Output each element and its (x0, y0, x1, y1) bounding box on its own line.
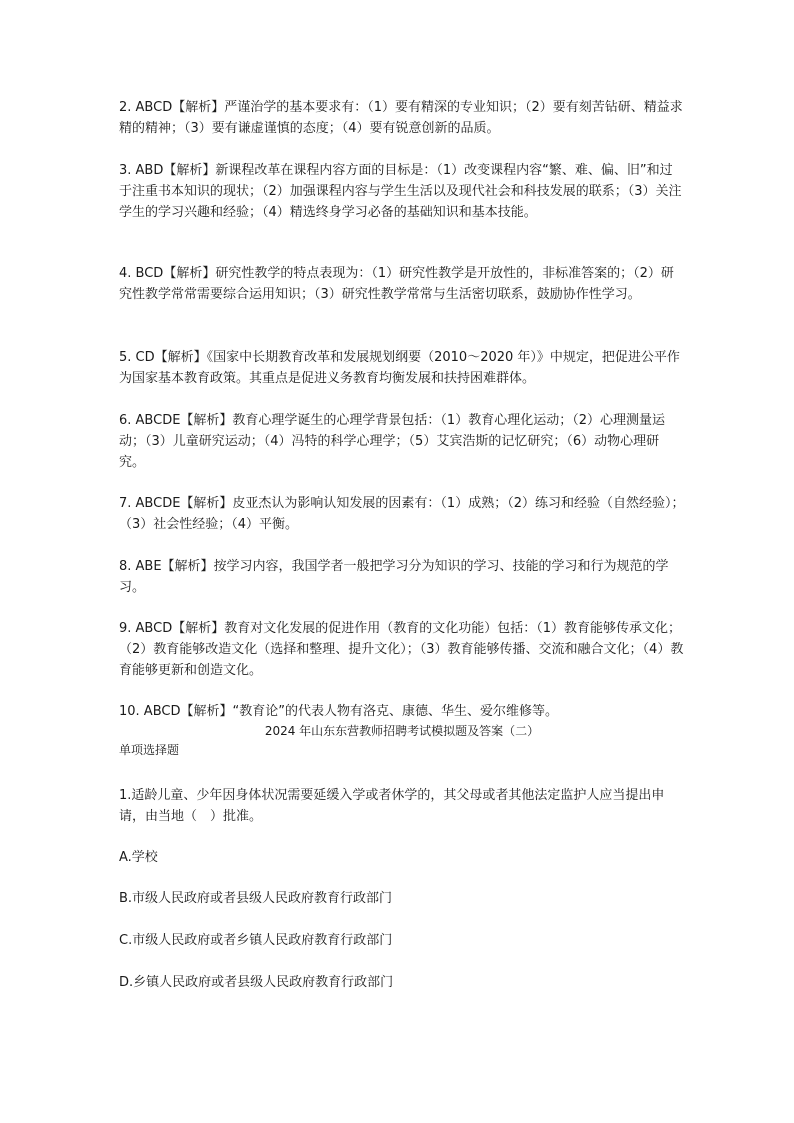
answer-explanation-2: 2. ABCD【解析】严谨治学的基本要求有：（1）要有精深的专业知识；（2）要有刻苦钻研、精益求精的精神；（3）要有谦虚谨慎的态度；（4）要有锐意创新的品质。 (119, 100, 683, 136)
answer-explanation-6: 6. ABCDE【解析】教育心理学诞生的心理学背景包括：（1）教育心理化运动；（2）心理测量运动；（3）儿童研究运动；（4）冯特的科学心理学；（5）艾宾浩斯的记忆研究；（6）动物心理研究。 (119, 413, 665, 470)
option-b: B.市级人民政府或者县级人民政府教育行政部门 (119, 891, 393, 906)
option-d: D.乡镇人民政府或者县级人民政府教育行政部门 (119, 975, 394, 990)
answer-explanation-3: 3. ABD【解析】新课程改革在课程内容方面的目标是：（1）改变课程内容“繁、难、偏、旧”和过于注重书本知识的现状；（2）加强课程内容与学生生活以及现代社会和科技发展的联系；（3）关注学生的学习兴趣和经验；（4）精选终身学习必备的基础知识和基本技能。 (119, 163, 682, 220)
question-stem: 1.适龄儿童、少年因身体状况需要延缓入学或者休学的，其父母或者其他法定监护人应当提出申请，由当地（ ）批准。 (119, 788, 665, 824)
answer-explanation-4: 4. BCD【解析】研究性教学的特点表现为：（1）研究性教学是开放性的，非标准答案的；（2）研究性教学常常需要综合运用知识；（3）研究性教学常常与生活密切联系，鼓励协作性学习。 (119, 266, 674, 302)
answer-explanation-7: 7. ABCDE【解析】皮亚杰认为影响认知发展的因素有：（1）成熟；（2）练习和经验（自然经验）；（3）社会性经验；（4）平衡。 (119, 496, 685, 532)
option-a: A.学校 (119, 850, 158, 865)
answer-explanation-10: 10. ABCD【解析】“教育论”的代表人物有洛克、康德、华生、爱尔维修等。 (119, 704, 558, 719)
section-heading: 单项选择题 (119, 743, 180, 757)
option-c: C.市级人民政府或者乡镇人民政府教育行政部门 (119, 933, 393, 948)
answer-explanation-5: 5. CD【解析】《国家中长期教育改革和发展规划纲要（2010～2020 年）》中规定，把促进公平作为国家基本教育政策。其重点是促进义务教育均衡发展和扶持困难群体。 (119, 350, 680, 386)
exam-title: 2024 年山东东营教师招聘考试模拟题及答案（二） (264, 724, 540, 738)
answer-explanation-8: 8. ABE【解析】按学习内容，我国学者一般把学习分为知识的学习、技能的学习和行为规范的学习。 (119, 559, 669, 595)
answer-explanation-9: 9. ABCD【解析】教育对文化发展的促进作用（教育的文化功能）包括：（1）教育能够传承文化；（2）教育能够改造文化（选择和整理、提升文化）；（3）教育能够传播、交流和融合文化；（4）教育能够更新和创造文化。 (119, 621, 684, 678)
